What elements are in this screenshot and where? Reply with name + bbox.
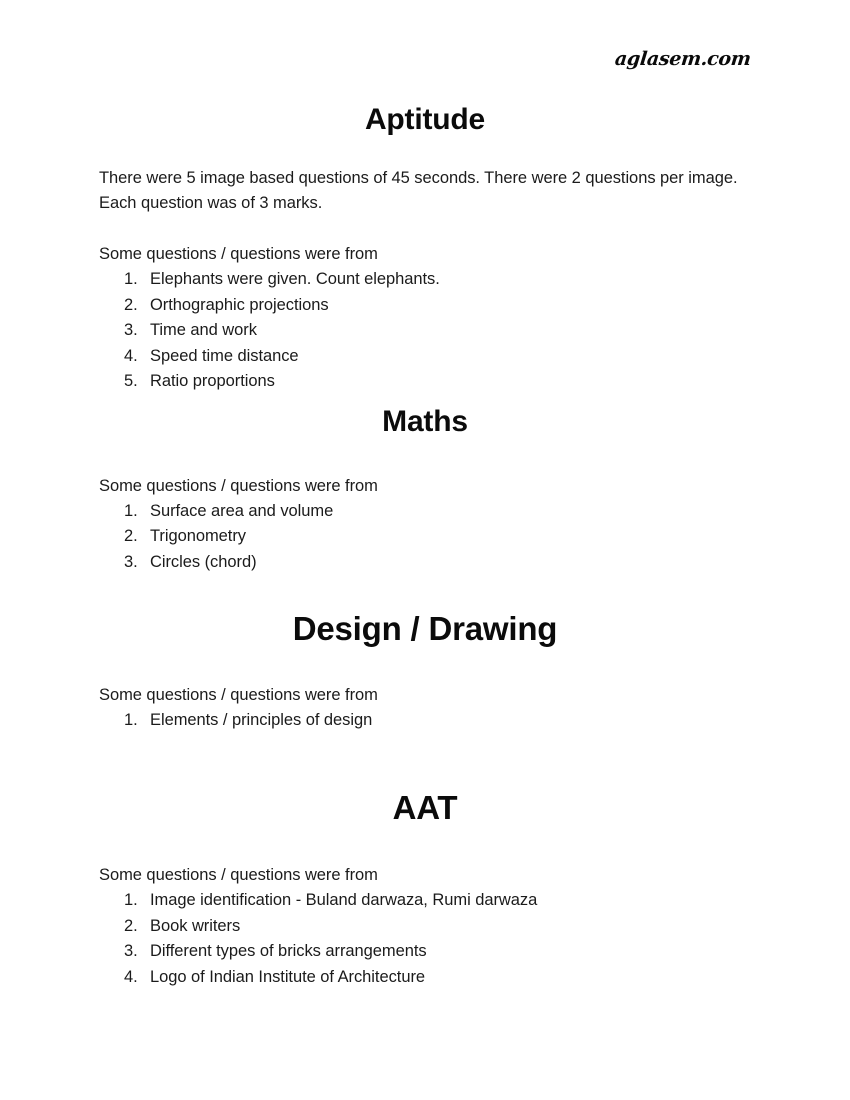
list-item-label: Image identification - Buland darwaza, Rumi darwaza xyxy=(150,891,538,910)
list-item xyxy=(99,344,751,370)
list-marker: 1. xyxy=(124,501,138,520)
list-marker: 2. xyxy=(124,295,138,314)
topic-list-aptitude xyxy=(99,267,751,395)
topic-list-design-drawing xyxy=(99,708,751,734)
spacer-top xyxy=(99,0,751,103)
spacer xyxy=(99,216,751,242)
list-marker: 3. xyxy=(124,552,138,571)
list-item xyxy=(99,524,751,550)
list-item-label: Different types of bricks arrangements xyxy=(150,942,427,961)
list-item xyxy=(99,965,751,991)
list-item-label: Circles (chord) xyxy=(150,552,257,571)
heading-maths: Maths xyxy=(382,404,468,438)
list-item xyxy=(99,888,751,914)
section-aat xyxy=(99,790,751,990)
lead-maths: Some questions / questions were from xyxy=(99,476,378,495)
document-content xyxy=(99,0,751,990)
list-item-label: Trigonometry xyxy=(150,527,246,545)
list-item-label: Logo of Indian Institute of Architecture xyxy=(150,967,426,986)
spacer xyxy=(99,438,751,474)
topic-list-aat xyxy=(99,888,751,990)
lead-aat: Some questions / questions were from xyxy=(99,866,378,885)
list-item xyxy=(99,550,751,576)
list-item xyxy=(99,708,751,734)
heading-aptitude: Aptitude xyxy=(364,103,486,136)
list-item xyxy=(99,293,751,319)
section-maths xyxy=(99,405,751,576)
list-item xyxy=(99,499,751,525)
list-marker: 3. xyxy=(124,942,138,961)
list-item-label: Surface area and volume xyxy=(150,501,334,520)
list-item-label: Book writers xyxy=(150,916,241,935)
spacer xyxy=(99,395,751,405)
paragraph-aptitude-intro: There were 5 image based questions of 45 seconds. There were 2 questions per image. Each question was of 3 marks. xyxy=(99,169,738,212)
list-marker: 1. xyxy=(124,270,138,288)
spacer xyxy=(99,136,751,166)
section-design-drawing xyxy=(99,611,751,734)
section-aptitude xyxy=(99,103,751,395)
list-item-label: Elephants were given. Count elephants. xyxy=(150,270,440,288)
list-marker: 4. xyxy=(124,967,138,986)
list-marker: 3. xyxy=(124,321,138,339)
list-marker: 5. xyxy=(124,372,138,390)
list-marker: 1. xyxy=(124,891,138,910)
spacer xyxy=(99,575,751,611)
list-item xyxy=(99,939,751,965)
spacer xyxy=(99,647,751,683)
topic-list-maths xyxy=(99,499,751,576)
list-marker: 2. xyxy=(124,916,138,935)
list-item-label: Speed time distance xyxy=(150,346,299,365)
lead-design-drawing: Some questions / questions were from xyxy=(99,686,378,705)
list-item-label: Time and work xyxy=(150,321,257,339)
list-marker: 4. xyxy=(124,346,138,365)
list-item xyxy=(99,318,751,344)
spacer xyxy=(99,826,751,863)
heading-aat: AAT xyxy=(392,788,458,826)
list-marker: 1. xyxy=(124,711,138,730)
spacer xyxy=(99,734,751,790)
list-item xyxy=(99,914,751,940)
lead-aptitude: Some questions / questions were from xyxy=(99,245,378,263)
aglasem-wordmark-icon: aglasem.com xyxy=(614,48,753,70)
list-item xyxy=(99,369,751,395)
heading-design-drawing: Design / Drawing xyxy=(292,610,558,647)
list-item-label: Elements / principles of design xyxy=(150,711,373,730)
list-marker: 2. xyxy=(124,527,138,545)
list-item xyxy=(99,267,751,293)
list-item-label: Ratio proportions xyxy=(150,372,275,390)
list-item-label: Orthographic projections xyxy=(150,295,329,314)
